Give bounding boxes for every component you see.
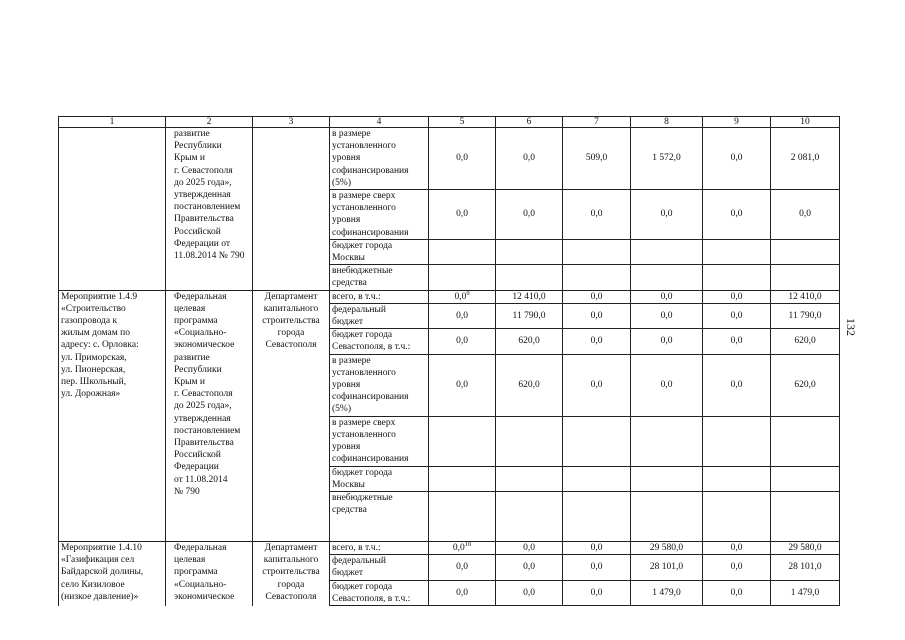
value-cell — [631, 354, 703, 416]
funding-source-cell: в размере сверх установленного уровня софинансирования — [330, 190, 429, 240]
value-cell — [703, 492, 771, 542]
value-text: 0,0 — [456, 209, 468, 220]
value-cell — [429, 290, 496, 303]
value-cell — [703, 354, 771, 416]
value-cell — [496, 303, 563, 328]
table-body — [59, 128, 840, 606]
funding-source-cell: бюджет города Москвы — [330, 466, 429, 491]
footnote-marker: 10 — [464, 541, 472, 548]
value-cell — [771, 329, 840, 354]
value-cell — [631, 466, 703, 491]
executor-cell: Департамент капитального строительства города Севастополя — [253, 290, 330, 541]
value-text: 11 790,0 — [512, 310, 546, 321]
value-cell — [563, 354, 631, 416]
value-cell — [429, 466, 496, 491]
value-cell — [631, 290, 703, 303]
value-text: 0,0 — [590, 209, 603, 220]
value-cell — [631, 492, 703, 542]
value-cell — [563, 303, 631, 328]
value-text: 28 101,0 — [788, 562, 822, 573]
value-text: 0,0 — [590, 291, 603, 302]
value-cell — [429, 580, 496, 605]
value-cell — [429, 303, 496, 328]
value-cell — [429, 542, 496, 555]
executor-cell — [253, 128, 330, 291]
value-cell — [496, 265, 563, 290]
value-text: 0,0 — [452, 543, 465, 554]
value-text: 1 479,0 — [652, 587, 681, 598]
value-cell — [631, 416, 703, 466]
value-cell — [703, 329, 771, 354]
value-cell — [563, 290, 631, 303]
value-cell — [429, 354, 496, 416]
value-cell — [563, 466, 631, 491]
value-cell — [631, 265, 703, 290]
funding-source-cell: бюджет города Севастополя, в т.ч.: — [330, 580, 429, 605]
value-cell — [496, 128, 563, 190]
header-row — [59, 117, 840, 128]
value-cell — [496, 329, 563, 354]
value-cell — [771, 466, 840, 491]
value-cell — [429, 416, 496, 466]
value-text: 620,0 — [794, 336, 816, 347]
value-cell — [631, 542, 703, 555]
value-cell — [563, 492, 631, 542]
value-cell — [631, 329, 703, 354]
value-text: 0,0 — [523, 543, 535, 554]
value-cell — [771, 265, 840, 290]
value-cell — [771, 416, 840, 466]
funding-source-cell: внебюджетные средства — [330, 492, 429, 542]
table-row — [59, 128, 840, 190]
value-cell — [703, 555, 771, 580]
header-cell: 6 — [496, 117, 563, 128]
value-text: 0,0 — [523, 562, 535, 573]
value-cell — [429, 239, 496, 264]
value-text: 0,0 — [456, 587, 468, 598]
header-cell: 5 — [429, 117, 496, 128]
header-cell: 7 — [563, 117, 631, 128]
funding-source-cell: в размере установленного уровня софинансирования (5%) — [330, 354, 429, 416]
value-text: 2 081,0 — [790, 153, 820, 164]
value-text: 0,0 — [454, 291, 467, 302]
event-name-cell: Мероприятие 1.4.10 «Газификация сел Байдарской долины, село Кизиловое (низкое давление)» — [59, 542, 166, 606]
value-text: 0,0 — [456, 310, 468, 321]
value-cell — [496, 239, 563, 264]
funding-source-cell: федеральный бюджет — [330, 303, 429, 328]
funding-source-cell: внебюджетные средства — [330, 265, 429, 290]
value-cell — [631, 239, 703, 264]
value-text: 620,0 — [518, 380, 540, 391]
value-text: 509,0 — [585, 153, 608, 164]
value-cell — [771, 239, 840, 264]
value-text: 28 101,0 — [649, 562, 684, 573]
value-text: 0,0 — [523, 587, 535, 598]
value-cell — [703, 265, 771, 290]
value-text: 0,0 — [590, 336, 603, 347]
value-cell — [771, 492, 840, 542]
event-name-cell — [59, 128, 166, 291]
value-cell — [771, 290, 840, 303]
funding-source-cell: в размере сверх установленного уровня софинансирования — [330, 416, 429, 466]
value-cell — [496, 290, 563, 303]
value-cell — [771, 128, 840, 190]
value-cell — [563, 416, 631, 466]
footnote-marker: 9 — [466, 290, 470, 297]
value-cell — [703, 303, 771, 328]
value-cell — [771, 542, 840, 555]
value-cell — [563, 239, 631, 264]
funding-source-cell: бюджет города Москвы — [330, 239, 429, 264]
value-cell — [563, 128, 631, 190]
value-cell — [563, 329, 631, 354]
value-cell — [496, 555, 563, 580]
value-cell — [771, 354, 840, 416]
value-cell — [631, 190, 703, 240]
value-text: 0,0 — [590, 562, 603, 573]
program-cell: развитие Республики Крым и г. Севастополя до 2025 года», утвержденная постановлением Правительства Российской Федерации от 11.08.2014 № 790 — [166, 128, 253, 291]
value-text: 0,0 — [660, 310, 673, 321]
value-cell — [703, 290, 771, 303]
funding-source-cell: федеральный бюджет — [330, 555, 429, 580]
value-text: 0,0 — [730, 209, 743, 220]
value-cell — [771, 303, 840, 328]
header-cell: 8 — [631, 117, 703, 128]
value-text: 0,0 — [730, 291, 743, 302]
value-text: 1 572,0 — [652, 153, 681, 164]
value-text: 0,0 — [730, 336, 743, 347]
table-row — [59, 542, 840, 555]
value-cell — [771, 190, 840, 240]
funding-source-cell: бюджет города Севастополя, в т.ч.: — [330, 329, 429, 354]
header-cell: 2 — [166, 117, 253, 128]
value-text: 0,0 — [730, 587, 743, 598]
funding-source-cell: в размере установленного уровня софинансирования (5%) — [330, 128, 429, 190]
funding-source-cell: всего, в т.ч.: — [330, 290, 429, 303]
value-text: 29 580,0 — [788, 543, 822, 554]
program-cell: Федеральная целевая программа «Социально- экономическое развитие Республики Крым и г. Севастополя до 2025 года», утвержденная постановлением Правительства Российской Федерации от 11.08.2014 № 790 — [166, 290, 253, 541]
value-cell — [429, 329, 496, 354]
value-cell — [563, 265, 631, 290]
value-cell — [563, 580, 631, 605]
value-text: 11 790,0 — [788, 310, 822, 321]
value-text: 0,0 — [590, 543, 603, 554]
value-text: 0,0 — [660, 380, 673, 391]
value-text: 0,0 — [730, 543, 743, 554]
value-text: 29 580,0 — [649, 543, 684, 554]
value-cell — [703, 239, 771, 264]
table-row — [59, 290, 840, 303]
value-text: 12 410,0 — [788, 291, 822, 302]
value-cell — [703, 190, 771, 240]
page-number: 132 — [844, 318, 858, 336]
program-cell: Федеральная целевая программа «Социально- экономическое — [166, 542, 253, 606]
value-cell — [563, 555, 631, 580]
value-cell — [429, 190, 496, 240]
value-text: 0,0 — [730, 153, 743, 164]
executor-cell: Департамент капитального строительства города Севастополя — [253, 542, 330, 606]
value-cell — [496, 580, 563, 605]
value-text: 0,0 — [590, 380, 603, 391]
value-cell — [771, 555, 840, 580]
value-text: 620,0 — [518, 336, 540, 347]
value-cell — [496, 190, 563, 240]
value-text: 0,0 — [456, 380, 468, 391]
value-cell — [631, 555, 703, 580]
value-text: 0,0 — [523, 153, 535, 164]
value-cell — [429, 265, 496, 290]
header-cell: 10 — [771, 117, 840, 128]
value-cell — [703, 416, 771, 466]
funding-table — [58, 116, 840, 606]
value-text: 0,0 — [456, 336, 468, 347]
value-text: 620,0 — [794, 380, 816, 391]
value-cell — [496, 416, 563, 466]
value-cell — [703, 580, 771, 605]
value-text: 0,0 — [660, 291, 673, 302]
value-text: 0,0 — [730, 562, 743, 573]
header-cell: 3 — [253, 117, 330, 128]
value-text: 0,0 — [590, 587, 603, 598]
value-text: 0,0 — [730, 380, 743, 391]
value-cell — [496, 466, 563, 491]
value-text: 0,0 — [590, 310, 603, 321]
value-text: 0,0 — [730, 310, 743, 321]
value-text: 12 410,0 — [512, 291, 546, 302]
header-cell: 9 — [703, 117, 771, 128]
value-cell — [703, 128, 771, 190]
value-cell — [563, 542, 631, 555]
value-cell — [703, 542, 771, 555]
value-cell — [631, 580, 703, 605]
value-text: 0,0 — [660, 209, 673, 220]
value-cell — [771, 580, 840, 605]
value-cell — [429, 492, 496, 542]
value-text: 0,0 — [523, 209, 535, 220]
value-text: 1 479,0 — [790, 587, 820, 598]
value-text: 0,0 — [799, 209, 811, 220]
value-cell — [631, 128, 703, 190]
value-cell — [703, 466, 771, 491]
value-cell — [496, 492, 563, 542]
value-text: 0,0 — [660, 336, 673, 347]
value-text: 0,0 — [456, 153, 468, 164]
funding-source-cell: всего, в т.ч.: — [330, 542, 429, 555]
value-text: 0,0 — [456, 562, 468, 573]
header-cell: 1 — [59, 117, 166, 128]
event-name-cell: Мероприятие 1.4.9 «Строительство газопровода к жилым домам по адресу: с. Орловка: ул. Приморская, ул. Пионерская, пер. Школьный, ул. Дорожная» — [59, 290, 166, 541]
header-cell: 4 — [330, 117, 429, 128]
value-cell — [563, 190, 631, 240]
value-cell — [496, 354, 563, 416]
value-cell — [429, 555, 496, 580]
value-cell — [631, 303, 703, 328]
value-cell — [496, 542, 563, 555]
value-cell — [429, 128, 496, 190]
